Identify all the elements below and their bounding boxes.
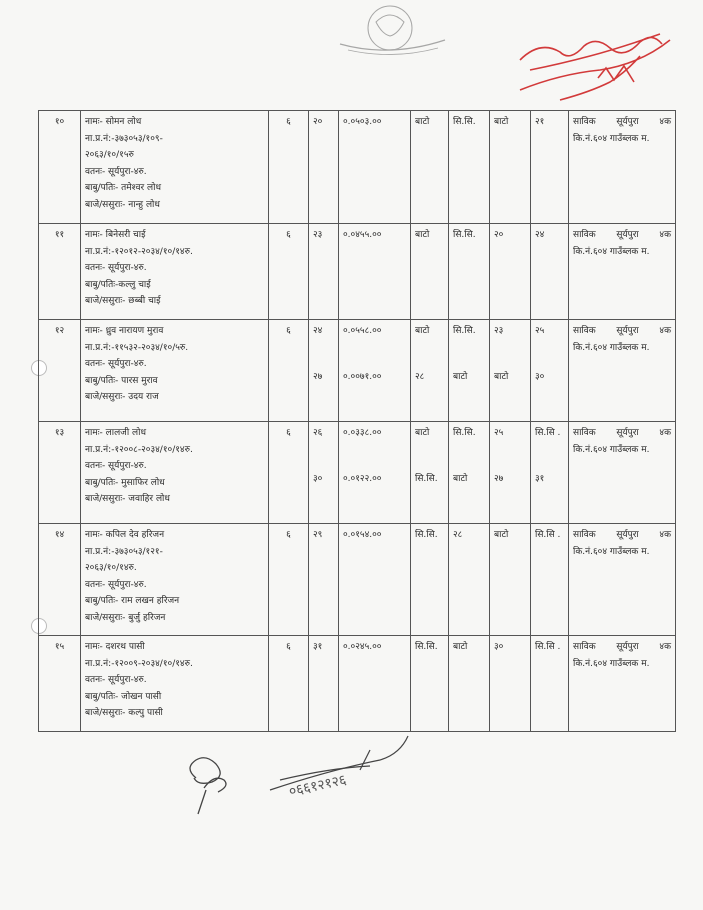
kitta-value: २३ (313, 230, 323, 240)
owner-line: बाजे/ससुराः- उदय राज (85, 392, 159, 402)
owner-line: नामः- बिनेसरी चाई (85, 230, 146, 240)
remark: साविक सूर्यपुरा ४क कि.नं.६०४ गाउँब्लक म. (569, 636, 676, 732)
east-value: सि.सि. (415, 474, 438, 484)
owner-line: बाबु/पतिः- मुसाफिर लोध (85, 477, 165, 488)
owner-line: बाजे/ससुराः- नान्हु लोध (85, 199, 160, 210)
east-value: बाटो (415, 117, 430, 127)
north-value: ३० (494, 642, 504, 652)
owner-line: वतनः- सूर्यपुरा-४रु. (85, 263, 147, 273)
owner-line: नामः- ध्रुव नारायण मुराव (85, 326, 164, 336)
owner-line: बाजे/ससुराः- कल्पु पासी (85, 708, 163, 718)
owner-line: ना.प्र.नं:-१२०१२-२०३४/१०/१४रु. (85, 246, 193, 257)
remark: साविक सूर्यपुरा ४क कि.नं.६०४ गाउँब्लक म. (569, 524, 676, 636)
east-value: बाटो (415, 326, 430, 336)
owner-line: बाबु/पतिः- पारस मुराव (85, 375, 158, 386)
west-value: सि.सि. (453, 230, 476, 240)
owner-line: ना.प्र.नं:-३७३०५३/१२१- (85, 546, 163, 557)
south-value: ३१ (535, 474, 545, 484)
owner-line: नामः- लालजी लोध (85, 428, 147, 438)
north-value: बाटो (494, 372, 509, 382)
east-value: सि.सि. (415, 530, 438, 540)
south-value: २५ (535, 326, 545, 336)
owner-line: २०६३/१०/१५रु (85, 150, 134, 160)
north-value: बाटो (494, 530, 509, 540)
owner-line: वतनः- सूर्यपुरा-४रु. (85, 461, 147, 471)
serial-number: १४ (39, 524, 81, 636)
west-value: बाटो (453, 474, 468, 484)
west-value: बाटो (453, 642, 468, 652)
owner-line: २०६३/१०/१४रु. (85, 563, 137, 573)
kitta-value: २७ (313, 372, 323, 382)
owner-line: बाजे/ससुराः- जवाहिर लोध (85, 494, 170, 504)
signature-2-note: ०६६१२१२६ (287, 772, 348, 800)
area-value: ०.०३३८.०० (343, 428, 382, 438)
south-value: २४ (535, 230, 545, 240)
south-value: ३० (535, 372, 545, 382)
ward-number: ६ (269, 320, 309, 422)
owner-line: बाबु/पतिः- राम लखन हरिजन (85, 596, 180, 606)
east-value: सि.सि. (415, 642, 438, 652)
owner-line: नामः- सोमन लोध (85, 117, 142, 127)
serial-number: ११ (39, 224, 81, 320)
south-value: २१ (535, 117, 545, 127)
owner-line: ना.प्र.नं:-१२००८-२०३४/१०/१४रु. (85, 444, 193, 455)
area-value: ०.०२४५.०० (343, 642, 382, 652)
owner-line: वतनः- सूर्यपुरा-४रु. (85, 166, 147, 177)
remark: साविक सूर्यपुरा ४क कि.नं.६०४ गाउँब्लक म. (569, 320, 676, 422)
owner-line: ना.प्र.नं:-१२००९-२०३४/१०/१४रु. (85, 658, 193, 669)
area-value: ०.०१५४.०० (343, 530, 382, 540)
north-value: २५ (494, 428, 504, 438)
serial-number: १५ (39, 636, 81, 732)
area-value: ०.०५०३.०० (343, 117, 382, 127)
signature-1 (190, 758, 226, 814)
owner-line: वतनः- सूर्यपुरा-४रु. (85, 579, 147, 590)
ward-number: ६ (269, 224, 309, 320)
kitta-value: ३१ (313, 642, 323, 652)
kitta-value: २० (313, 117, 323, 127)
owner-line: बाबु/पतिः-कल्लु चाई (85, 279, 151, 290)
area-value: ०.०४५५.०० (343, 230, 382, 240)
ward-number: ६ (269, 422, 309, 524)
area-value: ०.०१२२.०० (343, 474, 382, 484)
north-value: २७ (494, 474, 504, 484)
owner-line: बाबु/पतिः- तमेश्वर लोध (85, 183, 161, 193)
serial-number: १० (39, 111, 81, 224)
kitta-value: ३० (313, 474, 323, 484)
owner-line: बाबु/पतिः- जोखन पासी (85, 691, 162, 702)
kitta-value: २६ (313, 428, 323, 438)
east-value: बाटो (415, 428, 430, 438)
kitta-value: २९ (313, 530, 323, 540)
ward-number: ६ (269, 111, 309, 224)
north-value: बाटो (494, 117, 509, 127)
south-value: सि.सि . (535, 642, 561, 652)
owner-line: वतनः- सूर्यपुरा-४रु. (85, 675, 147, 685)
owner-line: ना.प्र.नं:-३७३०५३/१०९- (85, 133, 163, 144)
remark: साविक सूर्यपुरा ४क कि.नं.६०४ गाउँब्लक म. (569, 111, 676, 224)
owner-line: नामः- दशरथ पासी (85, 642, 145, 652)
north-value: २३ (494, 326, 504, 336)
west-value: सि.सि. (453, 428, 476, 438)
owner-line: बाजे/ससुराः- छब्बी चाई (85, 296, 161, 306)
west-value: सि.सि. (453, 326, 476, 336)
west-value: बाटो (453, 372, 468, 382)
owner-line: बाजे/ससुराः- बुर्जु हरिजन (85, 612, 166, 623)
east-value: बाटो (415, 230, 430, 240)
area-value: ०.००७१.०० (343, 372, 382, 382)
ward-number: ६ (269, 524, 309, 636)
south-value: सि.सि . (535, 530, 561, 540)
kitta-value: २४ (313, 326, 323, 336)
ward-number: ६ (269, 636, 309, 732)
owner-line: ना.प्र.नं:-११५३२-२०३४/१०/५रु. (85, 342, 189, 353)
owner-line: वतनः- सूर्यपुरा-४रु. (85, 359, 147, 369)
west-value: सि.सि. (453, 117, 476, 127)
serial-number: १३ (39, 422, 81, 524)
south-value: सि.सि . (535, 428, 561, 438)
area-value: ०.०५५८.०० (343, 326, 382, 336)
owner-line: नामः- कपिल देव हरिजन (85, 530, 165, 540)
remark: साविक सूर्यपुरा ४क कि.नं.६०४ गाउँब्लक म. (569, 422, 676, 524)
east-value: २८ (415, 372, 425, 382)
north-value: २० (494, 230, 504, 240)
west-value: २८ (453, 530, 463, 540)
serial-number: १२ (39, 320, 81, 422)
remark: साविक सूर्यपुरा ४क कि.नं.६०४ गाउँब्लक म. (569, 224, 676, 320)
